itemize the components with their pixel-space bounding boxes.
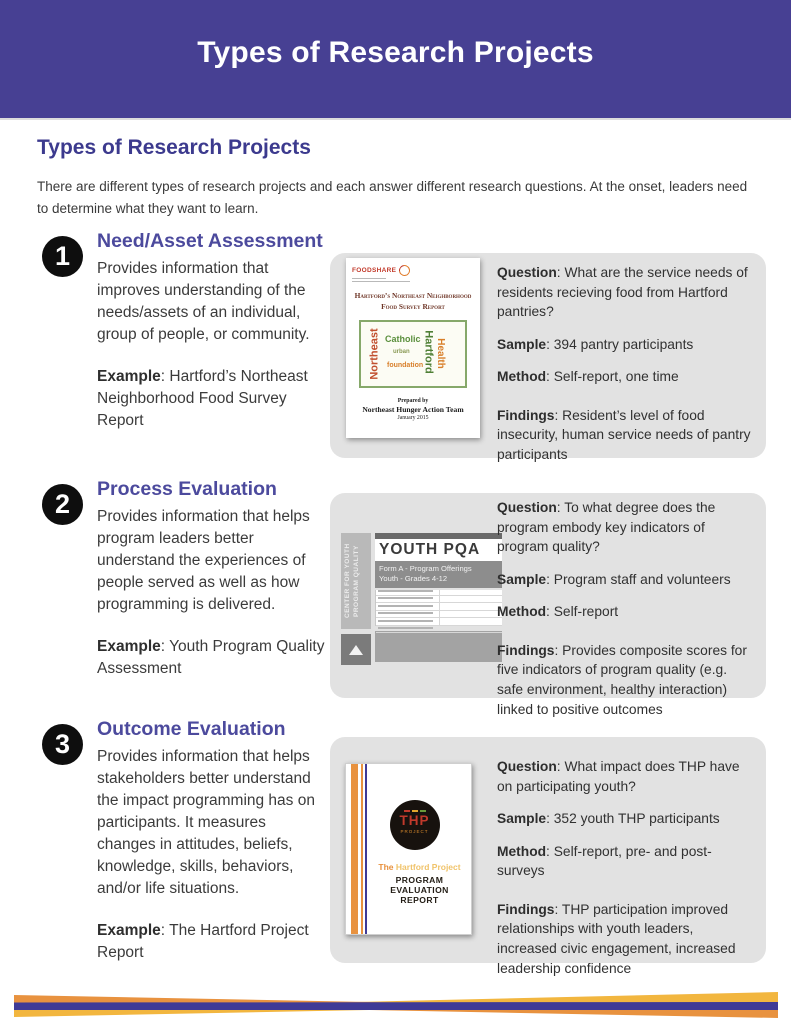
thp-title-rest: Hartford Project (395, 862, 461, 872)
qa-text: 352 youth THP participants (553, 811, 720, 827)
pqa-title: YOUTH PQA (379, 541, 481, 558)
qa-item-findings (497, 406, 751, 465)
label-separator: : (554, 901, 562, 917)
footer-ribbon (14, 990, 778, 1020)
foodshare-swoosh-icon (397, 263, 412, 278)
section-title: Need/Asset Assessment (97, 230, 323, 252)
example-label: Example (97, 368, 161, 385)
weikart-logo (341, 634, 371, 665)
intro-text: There are different types of research projects and each answer different research questions. At the onset, leaders need to determine what they want to learn. (37, 179, 748, 217)
label-separator: : (554, 407, 563, 423)
label-separator: : (546, 369, 554, 385)
qa-text: THP participation improved relationships with youth leaders, increased civic engagement, increased leadership confidence (497, 901, 736, 976)
qa-text: Resident’s level of food insecurity, human service needs of pantry participants (497, 407, 751, 463)
form-row (376, 627, 502, 633)
cover-date: January 2015 (397, 414, 429, 421)
ribbon-purple (14, 1002, 778, 1010)
qa-label: Method (497, 604, 547, 620)
decorative-lines (352, 278, 474, 283)
thp-logo-subtext: PROJECT (400, 829, 429, 834)
team-name: Northeast Hunger Action Team (362, 404, 464, 414)
example-value: Youth Program Quality Assessment (97, 638, 325, 677)
banner-title: Types of Research Projects (197, 36, 594, 69)
qa-item-question (497, 498, 751, 557)
example-text (97, 920, 325, 964)
label-separator: : (160, 638, 170, 655)
pqa-form-band (375, 561, 502, 588)
cloud-word: foundation (387, 361, 424, 369)
section-left-column (97, 230, 325, 432)
thp-subtitle: PROGRAM EVALUATION REPORT (390, 875, 449, 905)
qa-label: Sample (497, 571, 547, 587)
cloud-word: Northeast (368, 328, 381, 380)
prepared-by-label: Prepared by (397, 397, 429, 404)
qa-text: To what degree does the program embody key indicators of program quality? (497, 500, 716, 555)
cover-title-line2: Food Survey Report (381, 302, 445, 312)
cloud-word: Catholic (385, 333, 421, 344)
example-value: The Hartford Project Report (97, 922, 309, 961)
foodshare-logo-text: FOODSHARE (352, 267, 397, 274)
qa-column (497, 253, 751, 478)
qa-item-method (497, 842, 751, 881)
cloud-word: Health (434, 338, 446, 369)
label-separator: : (546, 843, 554, 859)
qa-item-method (497, 602, 751, 622)
qa-label: Method (497, 369, 547, 385)
qa-text: Program staff and volunteers (553, 571, 731, 587)
qa-column (497, 737, 751, 991)
label-separator: : (556, 759, 565, 774)
qa-label: Findings (497, 407, 555, 423)
number-badge (42, 724, 83, 765)
report-thumbnail-food-survey (346, 258, 480, 438)
example-value: Hartford’s Northeast Neighborhood Food Survey Report (97, 368, 308, 429)
label-separator: : (546, 811, 554, 827)
pqa-sidebar: CENTER FOR YOUTH PROGRAM QUALITY (341, 533, 371, 629)
qa-text: Provides composite scores for five indicators of program quality (e.g. safe environment, healthy interaction) linked to positive outcomes (497, 642, 747, 717)
section-number: 3 (54, 729, 71, 759)
number-badge (42, 484, 83, 525)
qa-text: Self-report, pre- and post-surveys (497, 843, 712, 879)
qa-text: What impact does THP have on participating youth? (497, 759, 740, 794)
foodshare-logo (352, 265, 474, 276)
qa-item-findings (497, 900, 751, 978)
label-separator: : (556, 500, 565, 515)
qa-label: Sample (497, 336, 547, 352)
label-separator: : (554, 642, 563, 658)
thp-logo-circle (390, 800, 440, 850)
section-description: Provides information that improves understanding of the needs/assets of an individual, group of people, or community. (97, 260, 310, 343)
qa-label: Findings (497, 642, 555, 658)
qa-text: Self-report, one time (553, 369, 679, 385)
thp-logo-text: THP (399, 813, 430, 828)
qa-label: Findings (497, 901, 555, 917)
section-number: 2 (54, 489, 71, 519)
info-card-process-evaluation (330, 493, 766, 717)
cloud-word: urban (393, 348, 410, 355)
thp-title-the: The (378, 862, 394, 872)
thp-cover-titles (370, 862, 469, 905)
qa-label: Question (497, 500, 557, 515)
section-title: Outcome Evaluation (97, 718, 286, 740)
example-label: Example (97, 922, 161, 939)
cover-stripe-purple (365, 764, 367, 934)
qa-item-sample (497, 335, 751, 355)
cloud-word: Hartford (422, 330, 435, 374)
cover-footer (352, 398, 474, 421)
cover-stripe-orange (351, 764, 358, 934)
info-card-need-assessment (330, 253, 766, 463)
qa-item-method (497, 367, 751, 387)
page-heading: Types of Research Projects (37, 136, 311, 159)
pqa-bottom-band (375, 631, 502, 662)
thp-title-line (370, 862, 469, 872)
example-text (97, 366, 325, 432)
section-left-column (97, 718, 325, 964)
qa-item-question (497, 757, 751, 796)
label-separator: : (546, 571, 554, 587)
section-description: Provides information that helps program leaders better understand the experiences of people served as well as how programming is delivered. (97, 508, 310, 613)
label-separator: : (160, 922, 170, 939)
qa-label: Sample (497, 811, 547, 827)
label-separator: : (546, 336, 554, 352)
number-badge (42, 236, 83, 277)
pqa-title-band (375, 539, 502, 561)
section-title: Process Evaluation (97, 478, 277, 500)
pqa-form-line2: Youth - Grades 4-12 (379, 573, 448, 583)
label-separator: : (556, 265, 565, 280)
qa-item-question (497, 263, 751, 322)
word-cloud (359, 320, 467, 388)
qa-text: 394 pantry participants (553, 336, 694, 352)
label-separator: : (160, 368, 170, 385)
example-label: Example (97, 638, 161, 655)
cover-stripe-orange-thin (361, 764, 363, 934)
label-separator: : (546, 604, 554, 620)
qa-label: Question (497, 265, 557, 280)
logo-dashes-icon (390, 800, 440, 812)
qa-text: Self-report (553, 604, 619, 620)
qa-label: Method (497, 843, 547, 859)
report-cover-title (352, 291, 474, 312)
triangle-icon (349, 645, 363, 655)
pqa-form-table (375, 590, 502, 626)
section-description: Provides information that helps stakeholders better understand the impact programming has on participants. It measures changes in attitudes, beliefs, knowledge, skills, behaviors, and/or life situations. (97, 748, 315, 897)
qa-item-findings (497, 641, 751, 719)
info-card-outcome-evaluation (330, 737, 766, 976)
qa-item-sample (497, 809, 751, 829)
section-left-column (97, 478, 325, 680)
section-number: 1 (54, 241, 71, 271)
report-thumbnail-youth-pqa (341, 533, 502, 665)
qa-label: Question (497, 759, 557, 774)
pqa-cover-main (375, 533, 502, 662)
header-banner (0, 0, 791, 120)
table-divider (439, 590, 440, 626)
qa-text: What are the service needs of residents recieving food from Hartford pantries? (497, 265, 748, 320)
pqa-form-line1: Form A - Program Offerings (379, 564, 472, 573)
cover-title-line1: Hartford’s Northeast Neighborhood (354, 291, 472, 301)
qa-column (497, 493, 751, 732)
report-thumbnail-thp (345, 763, 472, 935)
example-text (97, 636, 325, 680)
qa-item-sample (497, 570, 751, 590)
